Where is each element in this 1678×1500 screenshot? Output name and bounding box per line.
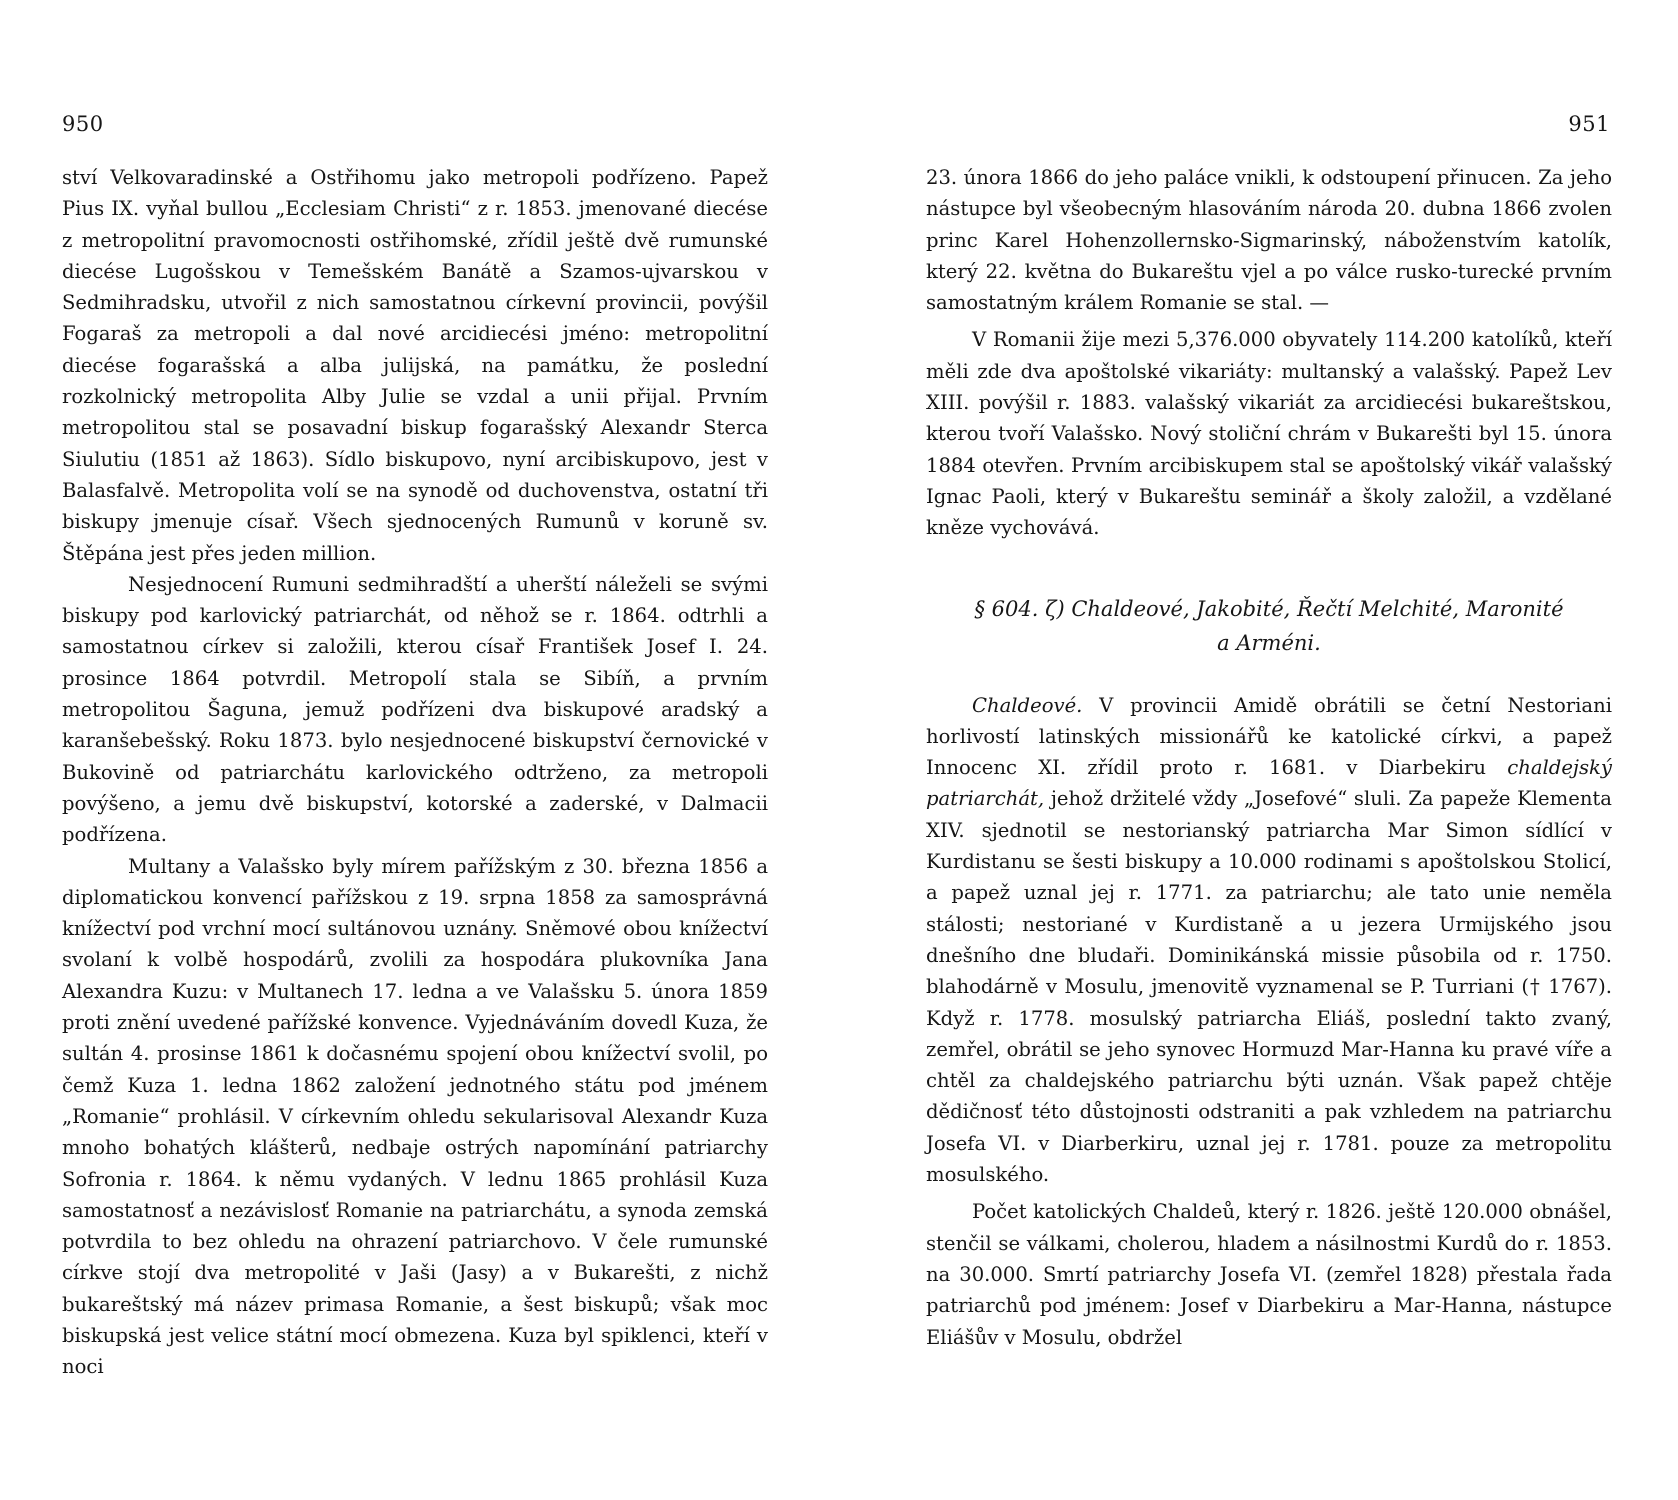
chaldeans-paragraph	[926, 690, 1612, 1191]
right-paragraph-1: 23. února 1866 do jeho paláce vnikli, k odstoupení přinucen. Za jeho nástupce byl všeobecným hlasováním národa 20. dubna 1866 zvolen princ Karel Hohenzollernsko-Sigmarinský, náboženstvím katolík, který 22. května do Bukareštu vjel a po válce rusko-turecké prvním samostatným králem Romanie se stal. —	[926, 166, 1612, 315]
right-last-paragraph: Počet katolických Chaldeů, který r. 1826. ještě 120.000 obnášel, stenčil se válkami, cholerou, hladem a násilnostmi Kurdů do r. 1853. na 30.000. Smrtí patriarchy Josefa VI. (zemřel 1828) přestala řada patriarchů pod jménem: Josef v Diarbekiru a Mar-Hanna, nástupce Eliášův v Mosulu, obdržel	[926, 1200, 1612, 1349]
right-paragraph-2: V Romanii žije mezi 5,376.000 obyvately 114.200 katolíků, kteří měli zde dva apoštolské vikariáty: multanský a valašský. Papež Lev XIII. povýšil r. 1883. valašský vikariát za arcidiecési bukareštskou, kterou tvoří Valašsko. Nový stoliční chrám v Bukarešti byl 15. února 1884 otevřen. Prvním arcibiskupem stal se apoštolský vikář valašský Ignac Paoli, který v Bukareštu seminář a školy založil, a vzdělané kněze vychovává.	[926, 328, 1612, 540]
chaldeans-lead: Chaldeové.	[972, 693, 1083, 717]
chaldeans-text-1: V provincii Amidě obrátili se četní Nestoriani horlivostí latinských missionářů ke katolické církvi, a papež Innocenc XI. zřídil proto r. 1681. v Diarbekiru	[926, 693, 1612, 780]
left-paragraph-3: Multany a Valašsko byly mírem pařížským z 30. března 1856 a diplomatickou konvencí pařížskou z 19. srpna 1858 za samosprávná knížectví pod vrchní mocí sultánovou uznány. Sněmové obou knížectví svolaní k volbě hospodárů, zvolili za hospodára plukovníka Jana Alexandra Kuzu: v Multanech 17. ledna a ve Valašsku 5. února 1859 proti znění uvedené pařížské konvence. Vyjednáváním dovedl Kuza, že sultán 4. prosinse 1861 k dočasnému spojení obou knížectví svolil, po čemž Kuza 1. ledna 1862 založení jednotného státu pod jménem „Romanie“ prohlásil. V církevním ohledu sekularisoval Alexandr Kuza mnoho bohatých klášterů, nedbaje ostrých napomínání patriarchy Sofronia r. 1864. k němu vydaných. V lednu 1865 prohlásil Kuza samostatnosť a nezávislosť Romanie na patriarchátu, a synoda zemská potvrdila to bez ohledu na ohrazení patriarchovo. V čele rumunské církve stojí dva metropolité v Jaši (Jasy) a v Bukarešti, z nichž bukareštský má název primasa Romanie, a šest biskupů; však moc biskupská jest velice státní mocí obmezena. Kuza byl spiklenci, kteří v noci	[62, 854, 768, 1379]
left-paragraph-1: ství Velkovaradinské a Ostřihomu jako metropoli podřízeno. Papež Pius IX. vyňal bullou „Ecclesiam Christi“ z r. 1853. jmenované diecése z metropolitní pravomocnosti ostřihomské, zřídil ještě dvě rumunské diecése Lugošskou v Temešském Banátě a Szamos-ujvarskou v Sedmihradsku, utvořil z nich samostatnou církevní provincii, povýšil Fogaraš za metropoli a dal nové arcidiecési jméno: metropolitní diecése fogarašská a alba julijská, na památku, že poslední rozkolnický metropolita Alby Julie se vzdal a unii přijal. Prvním metropolitou stal se posavadní biskup fogarašský Alexandr Sterca Siulutiu (1851 až 1863). Sídlo biskupovo, nyní arcibiskupovo, jest v Balasfalvě. Metropolita volí se na synodě od duchovenstva, ostatní tři biskupy jmenuje císař. Všech sjednocených Rumunů v koruně sv. Štěpána jest přes jeden million.	[62, 166, 768, 565]
right-page-body	[926, 162, 1612, 1353]
section-heading-line-2: a Arméni.	[1217, 630, 1321, 655]
left-paragraph-2: Nesjednocení Rumuni sedmihradští a uherští náleželi se svými biskupy pod karlovický patriarchát, od něhož se r. 1864. odtrhli a samostatnou církev si založili, kterou císař František Josef I. 24. prosince 1864 potvrdil. Metropolí stala se Sibíň, a prvním metropolitou Šaguna, jemuž podřízeni dva biskupové aradský a karanšebešský. Roku 1873. bylo nesjednocené biskupství černovické v Bukovině od patriarchátu karlovického odtrženo, za metropoli povýšeno, a jemu dvě biskupství, kotorské a zaderské, v Dalmacii podřízena.	[62, 572, 768, 847]
section-heading	[926, 592, 1612, 660]
chaldeans-text-2: jehož držitelé vždy „Josefové“ sluli. Za papeže Klementa XIV. sjednotil se nestorianský patriarcha Mar Simon sídlící v Kurdistanu se šesti biskupy a 10.000 rodinami s apoštolskou Stolicí, a papež uznal jej r. 1771. za patriarchu; ale tato unie neměla stálosti; nestoriané v Kurdistaně a u jezera Urmijského jsou dnešního dne bludaři. Dominikánská missie působila od r. 1750. blahodárně v Mosulu, jmenovitě vyznamenal se P. Turriani († 1767). Když r. 1778. mosulský patriarcha Eliáš, poslední takto zvaný, zemřel, obrátil se jeho synovec Hormuzd Mar-Hanna ku pravé víře a chtěl za chaldejského patriarchu býti uznán. Však papež chtěje dědičnosť této důstojnosti odstraniti a pak vzhledem na patriarchu Josefa VI. v Diarberkiru, uznal jej r. 1781. pouze za metropolitu mosulského.	[926, 787, 1612, 1187]
section-heading-line-1: § 604. ζ) Chaldeové, Jakobité, Řečtí Melchité, Maronité	[974, 596, 1564, 621]
left-page-number: 950	[62, 112, 104, 136]
left-page-body	[62, 162, 768, 1383]
right-page-number: 951	[1568, 112, 1610, 136]
chaldeans-emphasis: chaldejský patriarchát,	[926, 756, 1612, 811]
right-page	[839, 0, 1678, 1500]
